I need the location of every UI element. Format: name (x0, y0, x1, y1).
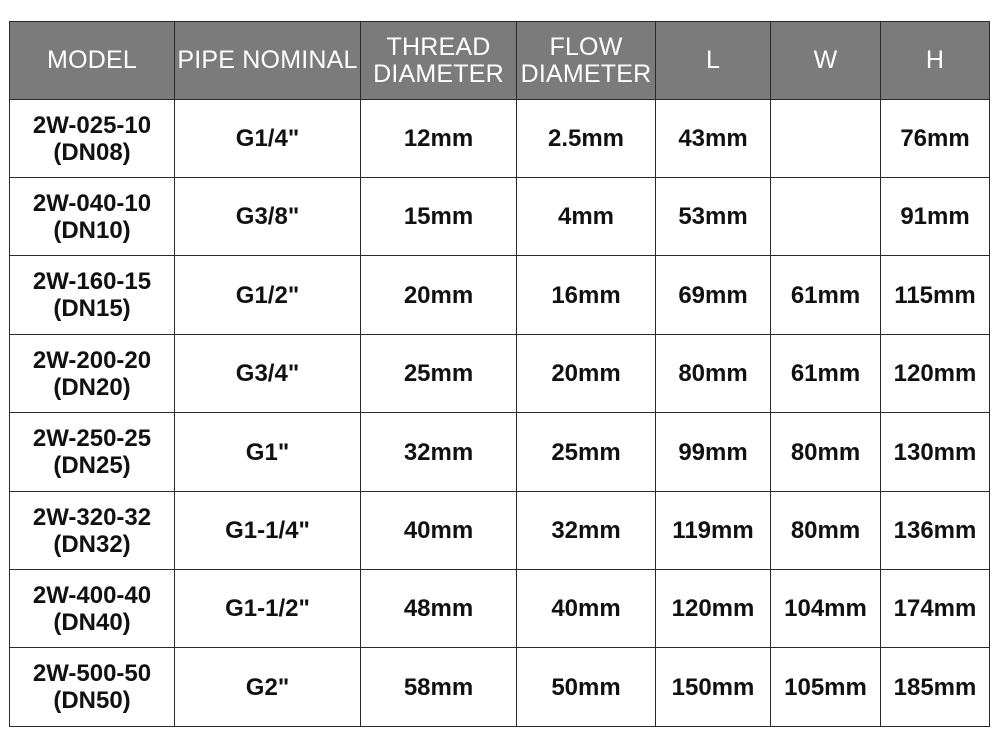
table-row (10, 413, 990, 492)
cell-model (10, 413, 175, 492)
model-dn: (DN40) (53, 608, 131, 636)
model-code: 2W-160-15 (32, 268, 152, 295)
cell-w (771, 100, 881, 178)
cell-l: 53mm (656, 178, 771, 256)
cell-l: 150mm (656, 648, 771, 727)
table-header (10, 22, 990, 100)
table-row (10, 570, 990, 648)
header-pipe-nominal: PIPE NOMINAL (175, 22, 361, 100)
table-row (10, 178, 990, 256)
cell-flow-diameter: 40mm (517, 570, 656, 648)
model-dn: (DN15) (53, 295, 131, 322)
spec-table (9, 21, 990, 727)
cell-thread-diameter: 40mm (361, 492, 517, 570)
cell-pipe-nominal: G1-1/2" (175, 570, 361, 648)
cell-w: 80mm (771, 413, 881, 492)
cell-h: 120mm (881, 335, 990, 413)
model-code: 2W-025-10 (32, 111, 152, 139)
model-dn: (DN50) (53, 687, 131, 714)
cell-pipe-nominal: G1" (175, 413, 361, 492)
model-dn: (DN20) (53, 373, 131, 401)
cell-h: 185mm (881, 648, 990, 727)
header-h: H (881, 22, 990, 100)
cell-h: 136mm (881, 492, 990, 570)
table-row (10, 492, 990, 570)
cell-flow-diameter: 50mm (517, 648, 656, 727)
cell-model (10, 335, 175, 413)
cell-h: 174mm (881, 570, 990, 648)
cell-l: 119mm (656, 492, 771, 570)
cell-w (771, 178, 881, 256)
cell-flow-diameter: 20mm (517, 335, 656, 413)
cell-w: 105mm (771, 648, 881, 727)
cell-model (10, 178, 175, 256)
cell-w: 61mm (771, 256, 881, 335)
cell-thread-diameter: 48mm (361, 570, 517, 648)
model-code: 2W-250-25 (32, 425, 152, 452)
cell-pipe-nominal: G1/2" (175, 256, 361, 335)
cell-w: 104mm (771, 570, 881, 648)
cell-flow-diameter: 4mm (517, 178, 656, 256)
cell-thread-diameter: 25mm (361, 335, 517, 413)
table-body (10, 100, 990, 727)
model-dn: (DN25) (53, 452, 131, 479)
cell-model (10, 256, 175, 335)
cell-pipe-nominal: G3/4" (175, 335, 361, 413)
cell-w: 61mm (771, 335, 881, 413)
cell-flow-diameter: 2.5mm (517, 100, 656, 178)
header-model: MODEL (10, 22, 175, 100)
cell-l: 120mm (656, 570, 771, 648)
table-row (10, 648, 990, 727)
cell-thread-diameter: 32mm (361, 413, 517, 492)
cell-flow-diameter: 32mm (517, 492, 656, 570)
cell-flow-diameter: 25mm (517, 413, 656, 492)
cell-model (10, 492, 175, 570)
cell-model (10, 570, 175, 648)
model-code: 2W-500-50 (32, 660, 152, 687)
cell-model (10, 648, 175, 727)
cell-w: 80mm (771, 492, 881, 570)
cell-thread-diameter: 15mm (361, 178, 517, 256)
cell-thread-diameter: 12mm (361, 100, 517, 178)
table-row (10, 256, 990, 335)
header-row (10, 22, 990, 100)
cell-l: 99mm (656, 413, 771, 492)
model-code: 2W-400-40 (32, 581, 152, 609)
model-code: 2W-320-32 (32, 503, 152, 531)
cell-flow-diameter: 16mm (517, 256, 656, 335)
cell-pipe-nominal: G1/4" (175, 100, 361, 178)
model-code: 2W-040-10 (32, 189, 152, 217)
cell-h: 115mm (881, 256, 990, 335)
model-dn: (DN08) (53, 138, 131, 166)
cell-model (10, 100, 175, 178)
cell-l: 80mm (656, 335, 771, 413)
cell-thread-diameter: 58mm (361, 648, 517, 727)
model-dn: (DN32) (53, 530, 131, 558)
model-code: 2W-200-20 (32, 346, 152, 374)
header-l: L (656, 22, 771, 100)
cell-thread-diameter: 20mm (361, 256, 517, 335)
cell-h: 91mm (881, 178, 990, 256)
header-w: W (771, 22, 881, 100)
cell-h: 76mm (881, 100, 990, 178)
model-dn: (DN10) (53, 216, 131, 244)
cell-l: 69mm (656, 256, 771, 335)
cell-pipe-nominal: G3/8" (175, 178, 361, 256)
cell-h: 130mm (881, 413, 990, 492)
cell-l: 43mm (656, 100, 771, 178)
table-row (10, 100, 990, 178)
header-thread-diameter: THREAD DIAMETER (361, 22, 517, 100)
cell-pipe-nominal: G2" (175, 648, 361, 727)
table-row (10, 335, 990, 413)
header-flow-diameter: FLOW DIAMETER (517, 22, 656, 100)
cell-pipe-nominal: G1-1/4" (175, 492, 361, 570)
